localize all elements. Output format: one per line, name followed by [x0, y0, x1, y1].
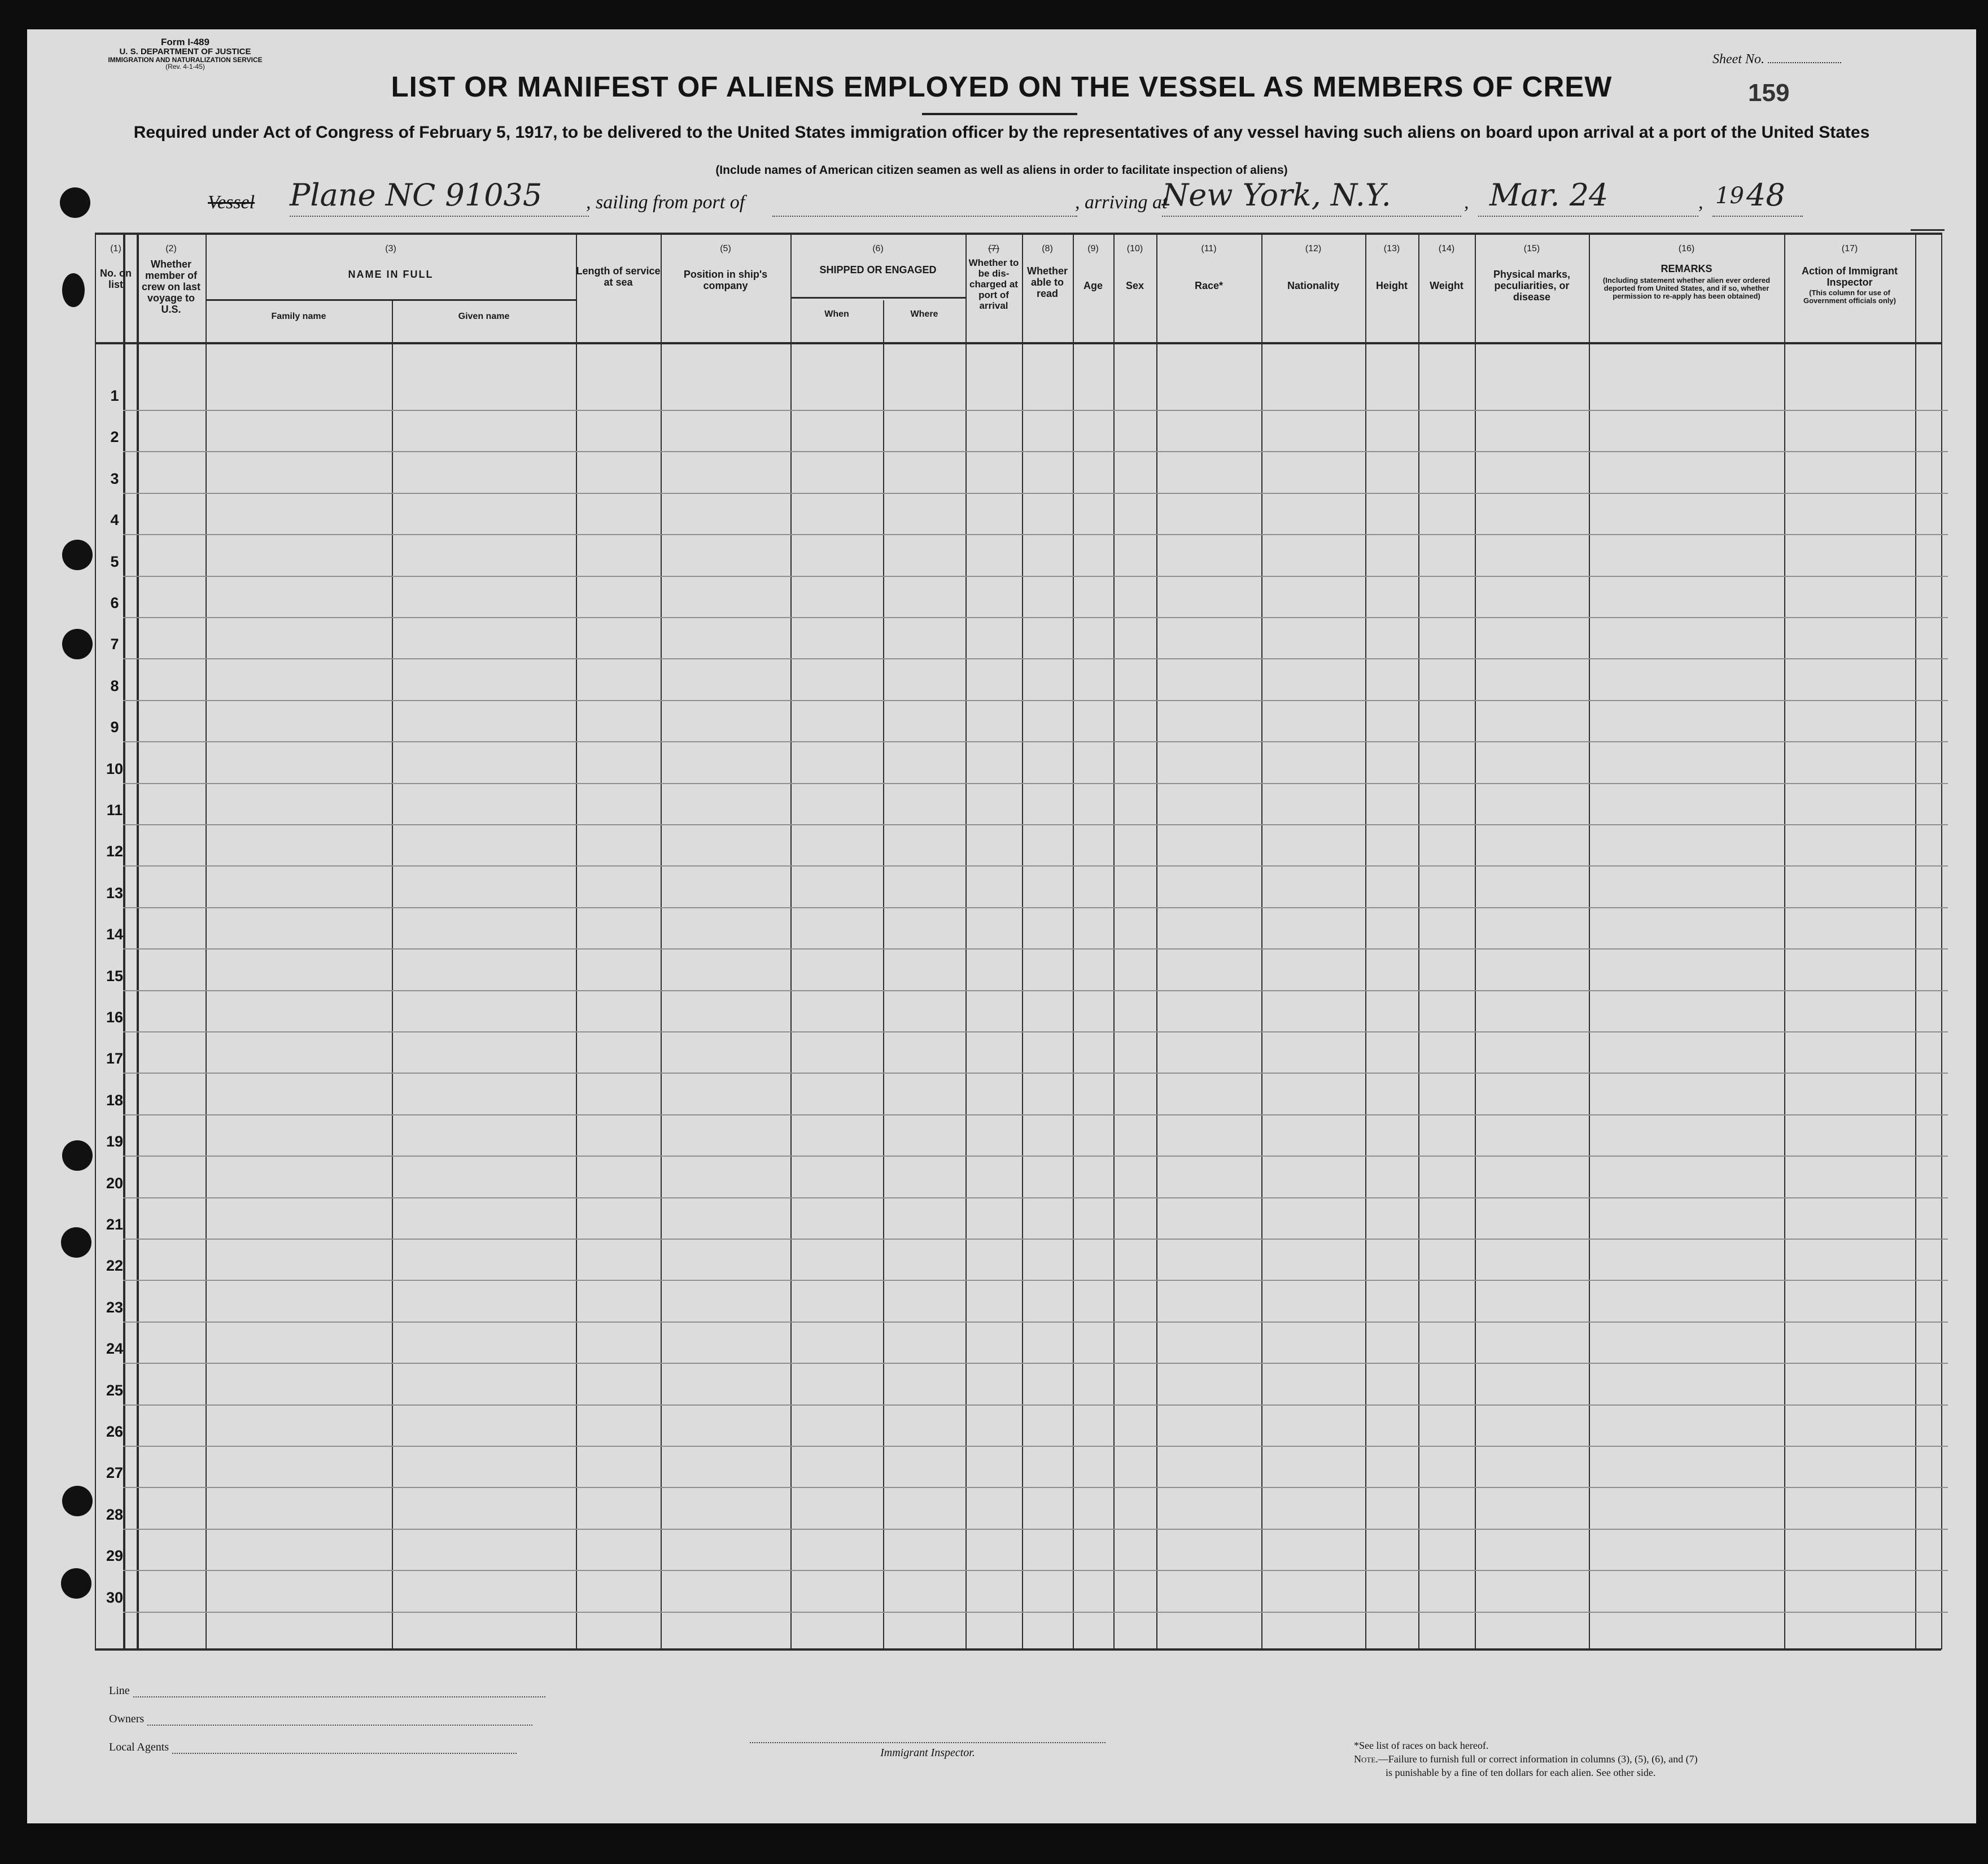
row-number: 26 — [106, 1423, 124, 1440]
table-row[interactable] — [123, 1073, 1948, 1074]
sheet-number-field[interactable] — [1712, 52, 1841, 67]
table-row[interactable] — [123, 700, 1948, 701]
row-number: 14 — [106, 926, 124, 943]
service: IMMIGRATION AND NATURALIZATION SERVICE — [108, 55, 263, 64]
table-row[interactable] — [123, 865, 1948, 867]
col-16-header: (16) REMARKS (Including statement whether alien ever ordered deported from United States, and if so, whether permission to re-apply has been obtained) — [1602, 244, 1771, 300]
local-agents-label: Local Agents — [109, 1741, 169, 1753]
subheader-rule — [206, 299, 576, 301]
col-17-header: (17) Action of Immigrant Inspector (This column for use of Government officials only) — [1802, 244, 1898, 305]
row-number: 2 — [110, 428, 119, 446]
row-number: 19 — [106, 1133, 124, 1150]
col-4-header: Length of service at sea — [576, 265, 661, 288]
column-divider — [965, 233, 967, 1649]
row-number: 6 — [110, 594, 119, 611]
table-row[interactable] — [123, 1280, 1948, 1281]
row-number: 4 — [110, 511, 119, 529]
sailing-port-field[interactable] — [772, 194, 1077, 217]
row-number: 3 — [110, 470, 119, 487]
column-divider — [1365, 233, 1366, 1649]
table-row[interactable] — [123, 1239, 1948, 1240]
owners-label: Owners — [109, 1713, 145, 1725]
column-divider — [1113, 233, 1115, 1649]
punch-hole — [61, 1227, 91, 1258]
table-row[interactable] — [123, 1446, 1948, 1447]
table-row[interactable] — [123, 617, 1948, 618]
table-row[interactable] — [123, 410, 1948, 411]
punch-hole — [62, 1140, 93, 1171]
table-row[interactable] — [123, 1404, 1948, 1406]
column-divider — [1073, 233, 1074, 1649]
sheet-number-label: Sheet No. — [1712, 52, 1764, 67]
table-row[interactable] — [123, 534, 1948, 535]
table-row[interactable] — [123, 1197, 1948, 1198]
table-row[interactable] — [123, 1031, 1948, 1032]
column-divider — [206, 233, 207, 1649]
manifest-sheet: Form I-489 U. S. DEPARTMENT OF JUSTICE IMMIGRATION AND NATURALIZATION SERVICE (Rev. 4-1-45) Sheet No. 159 LIST OR MANIFEST OF ALIENS EMPLOYED ON THE VESSEL AS MEMBERS OF CREW Required under Act of Congress of February 5, 1917, to be delivered to the United States immigration officer by the representatives of any vessel having such aliens on board upon arrival at a port of the United States (Include names of American citizen seamen as well as aliens in order to facilitate inspection of aliens) Vessel Plane NC 91035 , sailing from port of , arriving at New York, N.Y. , Mar. 24 , 19 48 1 2 3 4 5 6 7 8 9 10 11 12 13 14 15 16 17 18 19 20 21 22 23 24 25 26 27 28 29 30 (1) No. on list (2) Whether member of crew on last voyage to U.S. (3) NAME IN FULL Family name Given name Length of service at sea (5) Position in ship's company (6) SHIPPED OR ENGAGED When Where (7) Whether to be dis-charged at port of arrival (8) Whether able to read (9) Age (10) Sex (11) Race* (12) Nationality (13) Height (14) Weight (15) Physical marks, peculiarities, or disease (16) REMARKS (Including statement whether alien ever ordered deported from United States, and if so, whether permission to re-apply has been obtained) (17) Action of Immigrant Inspector (This column for use of Government officials only) Line Owners Local Agents Immigrant Inspector. *See list of races on back hereof. Note.—Failure to furnish full or correct information in columns (3), (5), (6), and (7) is punishable by a fine of ten dollars for each alien. See other side. — [27, 29, 1976, 1823]
row-number: 12 — [106, 843, 124, 860]
year-prefix: 19 — [1715, 183, 1744, 209]
owners-field[interactable] — [109, 1713, 532, 1726]
table-row[interactable] — [123, 907, 1948, 908]
row-number: 20 — [106, 1174, 124, 1192]
column-divider — [137, 233, 139, 1649]
table-row[interactable] — [123, 1363, 1948, 1364]
row-number: 1 — [110, 387, 119, 404]
column-divider — [1156, 233, 1157, 1649]
title-rule — [922, 113, 1077, 115]
year-field[interactable]: 48 — [1746, 177, 1785, 213]
column-divider — [1022, 233, 1023, 1649]
column-divider — [1915, 233, 1916, 1649]
line-label: Line — [109, 1684, 130, 1697]
family-name-header: Family name — [271, 312, 326, 321]
given-name-header: Given name — [458, 312, 510, 321]
table-row[interactable] — [123, 1487, 1948, 1488]
column-divider — [1941, 233, 1942, 1649]
table-row[interactable] — [123, 1322, 1948, 1323]
row-number: 17 — [106, 1050, 124, 1067]
row-number: 18 — [106, 1091, 124, 1109]
local-agents-field[interactable] — [109, 1741, 517, 1754]
col-2-header: (2) Whether member of crew on last voyage to U.S. — [141, 244, 201, 315]
column-divider — [576, 233, 577, 1649]
row-number: 29 — [106, 1547, 124, 1565]
column-divider — [1475, 233, 1476, 1649]
table-row[interactable] — [123, 576, 1948, 577]
footnote — [1354, 1739, 1698, 1779]
table-row[interactable] — [123, 1612, 1948, 1613]
subheader-rule — [790, 297, 965, 299]
column-divider — [1261, 233, 1262, 1649]
column-divider — [790, 233, 792, 1649]
row-number: 23 — [106, 1298, 124, 1316]
form-number: Form I-489 — [161, 37, 209, 47]
revision: (Rev. 4-1-45) — [165, 63, 205, 71]
punch-hole — [60, 187, 90, 218]
punch-hole — [62, 540, 93, 570]
col-11-header: (11) Race* — [1194, 244, 1224, 291]
include-note: (Include names of American citizen seamen as well as aliens in order to facilitate inspection of aliens) — [715, 164, 1288, 177]
vessel-field[interactable]: Plane NC 91035 — [290, 177, 543, 213]
row-number: 13 — [106, 884, 124, 902]
col-9-header: (9) Age — [1083, 244, 1103, 291]
col-3-header: (3) NAME IN FULL — [348, 244, 434, 280]
row-number: 10 — [106, 760, 124, 777]
row-number: 28 — [106, 1506, 124, 1523]
row-number: 25 — [106, 1381, 124, 1399]
row-number: 8 — [110, 677, 119, 694]
when-header: When — [824, 309, 849, 319]
table-row[interactable] — [123, 1156, 1948, 1157]
punch-hole — [62, 273, 85, 307]
row-number: 21 — [106, 1216, 124, 1233]
table-bottom-border — [95, 1648, 1941, 1651]
table-row[interactable] — [123, 1529, 1948, 1530]
arriving-label: , arriving at — [1075, 192, 1168, 213]
sailing-label: , sailing from port of — [586, 192, 745, 213]
punch-hole — [62, 1486, 93, 1516]
col-14-header: (14) Weight — [1430, 244, 1463, 291]
note-lead: Note. — [1354, 1753, 1378, 1765]
sheet-number-stamp: 159 — [1748, 79, 1790, 107]
punch-hole — [61, 1568, 91, 1599]
note-text: —Failure to furnish full or correct information in columns (3), (5), (6), and (7) — [1378, 1753, 1698, 1765]
row-number: 5 — [110, 553, 119, 570]
col-10-header: (10) Sex — [1125, 244, 1144, 291]
arriving-field[interactable]: New York, N.Y. — [1162, 177, 1391, 213]
row-number: 16 — [106, 1009, 124, 1026]
col-12-header: (12) Nationality — [1287, 244, 1339, 291]
row-number: 27 — [106, 1464, 124, 1482]
department: U. S. DEPARTMENT OF JUSTICE — [119, 46, 251, 56]
col-6-header: (6) SHIPPED OR ENGAGED — [819, 244, 937, 275]
immigrant-inspector-signature[interactable]: Immigrant Inspector. — [750, 1742, 1106, 1760]
col-15-header: (15) Physical marks, peculiarities, or disease — [1493, 244, 1571, 303]
col-1-header: (1) No. on list — [100, 244, 132, 290]
line-field[interactable] — [109, 1684, 545, 1697]
col-13-header: (13) Height — [1376, 244, 1408, 291]
column-divider — [392, 300, 393, 1649]
punch-hole — [62, 629, 93, 659]
table-row[interactable] — [123, 1570, 1948, 1571]
column-divider — [661, 233, 662, 1649]
note-text-2: is punishable by a fine of ten dollars for each alien. See other side. — [1386, 1767, 1656, 1778]
arrival-date-field[interactable]: Mar. 24 — [1489, 177, 1609, 213]
subtitle: Required under Act of Congress of February 5, 1917, to be delivered to the United States immigration officer by the representatives of any vessel having such aliens on board upon arrival at a port of the United States — [133, 123, 1870, 142]
col-8-header: (8) Whether able to read — [1027, 244, 1068, 299]
where-header: Where — [910, 309, 938, 319]
page-title: LIST OR MANIFEST OF ALIENS EMPLOYED ON THE VESSEL AS MEMBERS OF CREW — [391, 71, 1613, 103]
table-row[interactable] — [123, 990, 1948, 991]
column-divider — [1418, 233, 1419, 1649]
col-5-header: (5) Position in ship's company — [683, 244, 768, 291]
table-row[interactable] — [123, 948, 1948, 949]
row-number: 24 — [106, 1340, 124, 1358]
col-7-header: (7) Whether to be dis-charged at port of arrival — [968, 244, 1019, 311]
table-row[interactable] — [123, 741, 1948, 742]
table-row[interactable] — [123, 1114, 1948, 1115]
races-note: *See list of races on back hereof. — [1354, 1740, 1489, 1751]
row-number: 11 — [106, 802, 123, 819]
form-header — [72, 37, 298, 71]
row-number: 30 — [106, 1589, 124, 1606]
header-bottom-border — [95, 342, 1941, 344]
table-row[interactable] — [123, 451, 1948, 452]
table-row[interactable] — [123, 658, 1948, 659]
row-number: 15 — [106, 967, 124, 984]
column-divider — [1589, 233, 1590, 1649]
table-row[interactable] — [123, 783, 1948, 784]
column-divider — [883, 300, 884, 1649]
row-number: 22 — [106, 1257, 124, 1275]
column-divider — [1784, 233, 1785, 1649]
table-row[interactable] — [123, 824, 1948, 825]
row-number: 9 — [110, 719, 119, 736]
table-top-border — [95, 233, 1941, 235]
row-number: 7 — [110, 636, 119, 653]
table-row[interactable] — [123, 493, 1948, 494]
vessel-label: Vessel — [208, 192, 255, 213]
